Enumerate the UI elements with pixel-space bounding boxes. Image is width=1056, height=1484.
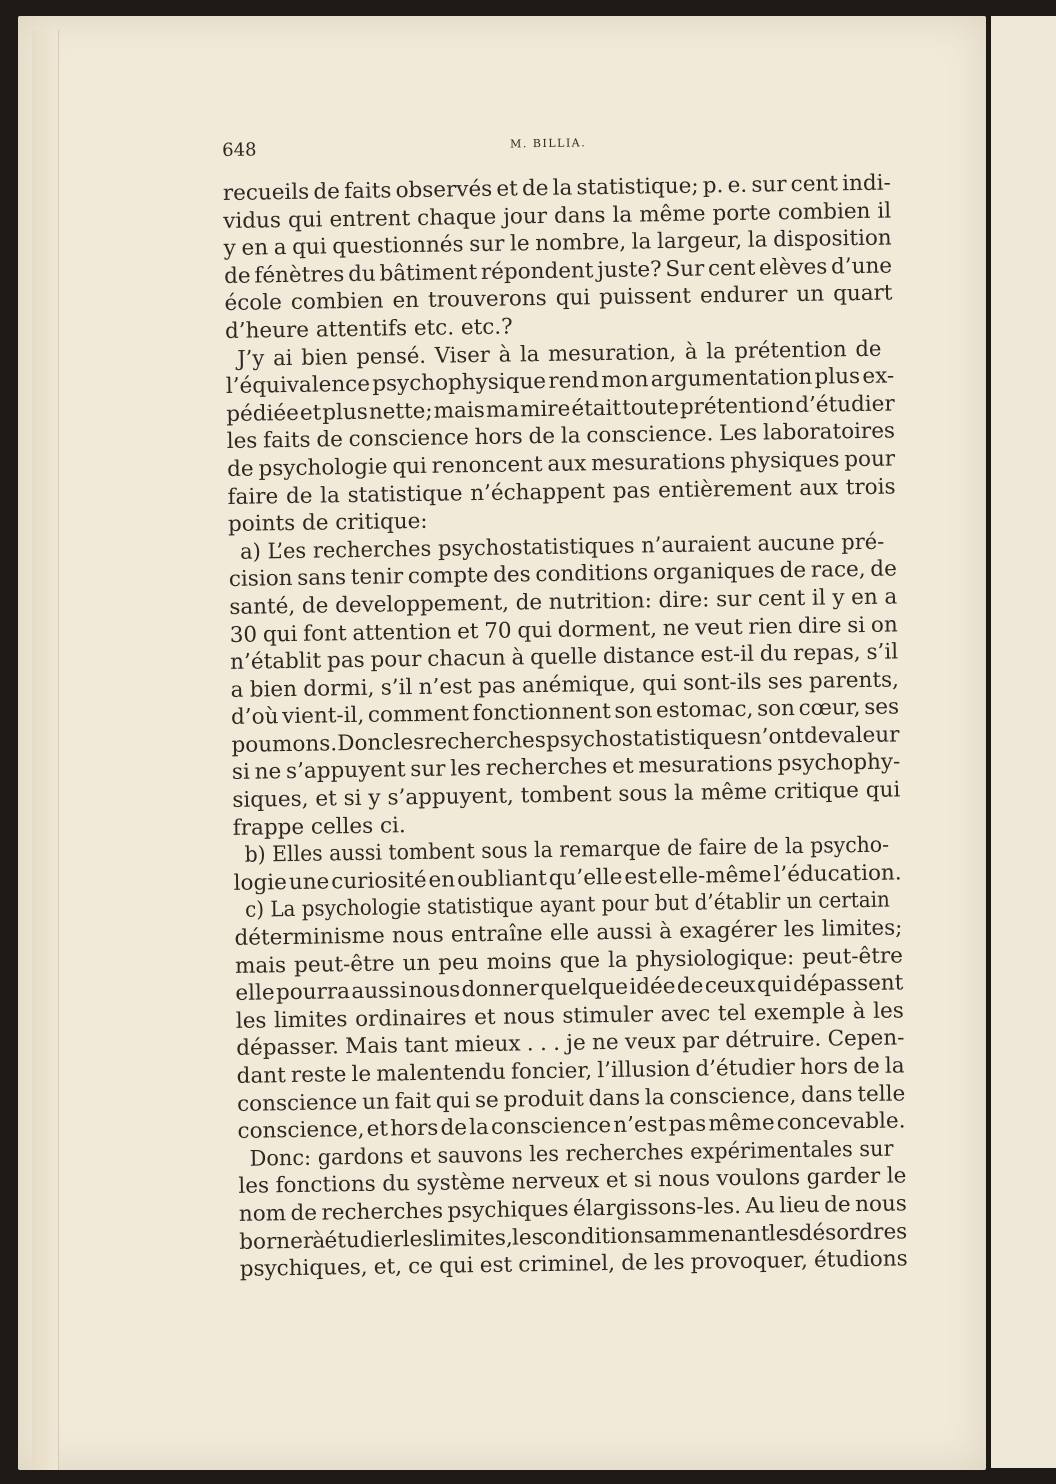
page-number: 648	[222, 139, 257, 161]
text-line: psychiques, et, ce qui est criminel, de les provoquer, étudions	[239, 1246, 908, 1283]
text-line: de fénètres du bâtiment répondent juste? Sur cent elèves d’une	[223, 253, 893, 289]
text-line: de psychologie qui renoncent aux mesurations physiques pour	[226, 446, 896, 482]
text-line: déterminisme nous entraîne elle aussi à exagérer les limites;	[234, 915, 903, 951]
text-line: frappe celles ci.	[232, 812, 406, 841]
text-line: santé, de developpement, de nutrition: dire: sur cent il y en a	[229, 584, 898, 620]
text-line: borner à étudier les limites, les conditions ammenant les désordres	[239, 1218, 908, 1255]
text-line: logie une curiosité en oubliant qu’elle est elle-même l’éducation.	[233, 860, 902, 896]
text-line: l’équivalence psychophysique rend mon argumentation plus ex-	[225, 363, 895, 400]
body-text	[223, 170, 908, 1284]
page-text-block	[222, 130, 908, 1284]
text-line: école combien en trouverons qui puissent endurer un quart	[224, 280, 893, 317]
running-head: M. BILLIA.	[509, 136, 587, 151]
text-line: J’y ai bien pensé. Viser à la mesuration, à la prétention de	[237, 336, 882, 372]
text-line: dépasser. Mais tant mieux . . . je ne veux par détruire. Cepen-	[236, 1025, 905, 1062]
text-line: les fonctions du système nerveux et si nous voulons garder le	[238, 1163, 907, 1200]
binding-gutter	[32, 30, 59, 1470]
text-line: c) La psychologie statistique ayant pour but d’établir un certain	[244, 888, 890, 924]
text-line: recueils de faits observés et de la statistique; p. e. sur cent indi-	[222, 170, 891, 206]
text-line: 30 qui font attention et 70 qui dorment, ne veut rien dire si on	[229, 611, 898, 648]
text-line: dant reste le malentendu foncier, l’illusion d’étudier hors de la	[236, 1053, 905, 1089]
text-line: d’où vient-il, comment fonctionnent son estomac, son cœur, ses	[230, 694, 900, 731]
text-line: poumons. Donc les recherches psychostatistiques n’ont de valeur	[231, 722, 900, 758]
text-line: vidus qui entrent chaque jour dans la même porte combien il	[223, 198, 892, 234]
text-line: les faits de conscience hors de la conscience. Les laboratoires	[226, 418, 896, 455]
text-line: n’établit pas pour chacun à quelle distance est-il du repas, s’il	[230, 639, 899, 676]
text-line: elle pourra aussi nous donner quelque idée de ceux qui dépassent	[235, 970, 904, 1007]
text-line: a) L’es recherches psychostatistiques n’auraient aucune pré-	[239, 529, 885, 565]
text-line: siques, et si y s’appuyent, tombent sous la même critique qui	[232, 777, 901, 813]
text-line: y en a qui questionnés sur le nombre, la largeur, la disposition	[223, 225, 892, 262]
facing-page-edge	[988, 16, 1056, 1468]
text-line: faire de la statistique n’échappent pas entièrement aux trois	[227, 473, 896, 510]
text-line: les limites ordinaires et nous stimuler avec tel exemple à les	[235, 998, 904, 1034]
text-line: b) Elles aussi tombent sous la remarque de faire de la psycho-	[244, 832, 890, 868]
text-line: si ne s’appuyent sur les recherches et mesurations psychophy-	[231, 749, 901, 786]
text-line: conscience un fait qui se produit dans la conscience, dans telle	[236, 1080, 906, 1117]
text-line: points de critique:	[227, 508, 428, 538]
text-line: nom de recherches psychiques élargissons-les. Au lieu de nous	[238, 1191, 907, 1227]
text-line: mais peut-être un peu moins que la physiologique: peut-être	[234, 943, 904, 979]
text-line: a bien dormi, s’il n’est pas anémique, qui sont-ils ses parents,	[230, 667, 900, 703]
text-line: d’heure attentifs etc. etc.?	[224, 314, 513, 344]
text-line: pédiée et plus nette; mais ma mire était toute prétention d’étudier	[226, 391, 895, 427]
text-line: Donc: gardons et sauvons les recherches expérimentales sur	[249, 1136, 894, 1172]
text-line: cision sans tenir compte des conditions organiques de race, de	[228, 556, 898, 593]
text-line: conscience, et hors de la conscience n’est pas même concevable.	[237, 1108, 906, 1145]
